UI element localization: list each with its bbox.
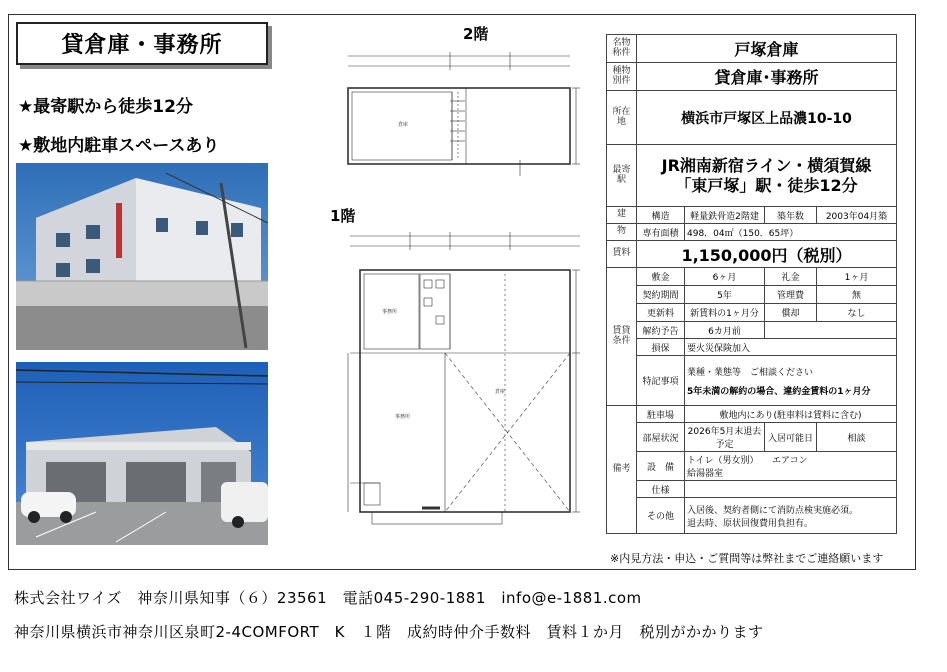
renewal-value: 新賃料の1ヶ月分	[685, 304, 765, 322]
amortization-label: 償却	[765, 304, 817, 322]
management-fee-label: 管理費	[765, 286, 817, 304]
building-label-1: 建	[607, 207, 637, 224]
insurance-label: 損保	[637, 339, 685, 356]
property-address: 横浜市戸塚区上品濃10-10	[637, 91, 897, 145]
station-line-1: JR湘南新宿ライン・横須賀線	[661, 155, 872, 175]
parking-value: 敷地内にあり(駐車料は賃料に含む)	[685, 406, 897, 423]
move-in-label: 入居可能日	[765, 423, 817, 452]
key-money-label: 礼金	[765, 268, 817, 286]
special-label: 特記事項	[637, 356, 685, 406]
area-value: 498．04㎡（150．65坪）	[685, 224, 897, 241]
svg-text:事務所: 事務所	[382, 309, 398, 315]
other-line-2: 退去時、原状回復費用負担有。	[687, 518, 814, 529]
page-title: 貸倉庫・事務所	[16, 22, 268, 65]
svg-text:倉庫: 倉庫	[495, 389, 506, 395]
property-info-table	[606, 34, 897, 534]
floor2-label: 2階	[463, 25, 489, 43]
station-label: 最寄駅	[607, 145, 637, 207]
building-photo	[16, 163, 268, 350]
equipment-value	[685, 452, 897, 481]
floor1-label: 1階	[330, 207, 356, 225]
key-money-value: 1ヶ月	[817, 268, 897, 286]
svg-text:倉庫: 倉庫	[398, 122, 409, 128]
other-value	[685, 498, 897, 534]
contract-period-label: 契約期間	[637, 286, 685, 304]
spec-value	[685, 481, 897, 498]
property-name: 戸塚倉庫	[637, 35, 897, 63]
management-fee-value: 無	[817, 286, 897, 304]
equipment-line-1: トイレ（男女別） エアコン	[687, 456, 808, 466]
feature-walk: ★最寄駅から徒歩12分	[18, 97, 193, 117]
name-label: 名物称件	[607, 35, 637, 63]
move-in-value: 相談	[817, 423, 897, 452]
rent-value: 1,150,000円（税別）	[637, 241, 897, 268]
blank-cell	[765, 322, 897, 339]
other-line-1: 入居後、契約者側にて消防点検実施必須。	[687, 505, 859, 516]
feature-parking: ★敷地内駐車スペースあり	[18, 136, 220, 156]
special-note-1: 業種・業態等 ご相談ください	[687, 367, 814, 378]
spec-label: 仕様	[637, 481, 685, 498]
status-value: 2026年5月末退去予定	[685, 423, 765, 452]
warehouse-photo	[16, 362, 268, 545]
parking-label: 駐車場	[637, 406, 685, 423]
building-label-2: 物	[607, 224, 637, 241]
other-label: その他	[637, 498, 685, 534]
property-type: 貸倉庫･事務所	[637, 63, 897, 91]
station-line-2: 「東戸塚」駅・徒歩12分	[675, 175, 858, 195]
footer-address: 神奈川県横浜市神奈川区泉町2-4COMFORT K １階 成約時仲介手数料 賃料１か月 税別がかかります	[14, 623, 764, 641]
special-note-2: 5年未満の解約の場合、違約金賃料の1ヶ月分	[687, 386, 871, 397]
deposit-value: 6ヶ月	[685, 268, 765, 286]
floor1-plan	[340, 228, 600, 554]
address-label: 所在地	[607, 91, 637, 145]
special-notes	[685, 356, 897, 406]
terms-label: 賃貸条件	[607, 268, 637, 406]
type-label: 種物別件	[607, 63, 637, 91]
rent-label: 賃料	[607, 241, 637, 268]
svg-text:事務所: 事務所	[395, 414, 411, 420]
equipment-label: 設 備	[637, 452, 685, 481]
insurance-value: 要火災保険加入	[685, 339, 897, 356]
area-label: 専有面積	[637, 224, 685, 241]
deposit-label: 敷金	[637, 268, 685, 286]
structure-value: 軽量鉄骨造2階建	[685, 207, 765, 224]
nearest-station	[637, 145, 897, 207]
inquiry-note: ※内見方法・申込・ご質問等は弊社までご連絡願います	[610, 552, 884, 565]
amortization-value: なし	[817, 304, 897, 322]
status-label: 部屋状況	[637, 423, 685, 452]
floor2-plan	[340, 46, 580, 192]
built-value: 2003年04月築	[817, 207, 897, 224]
equipment-line-2: 給湯器室	[687, 469, 724, 479]
cancel-notice-label: 解約予告	[637, 322, 685, 339]
structure-label: 構造	[637, 207, 685, 224]
cancel-notice-value: 6カ月前	[685, 322, 765, 339]
footer-company: 株式会社ワイズ 神奈川県知事（６）23561 電話045-290-1881 info@e-1881.com	[14, 589, 642, 607]
renewal-label: 更新料	[637, 304, 685, 322]
remarks-label: 備考	[607, 406, 637, 534]
built-label: 築年数	[765, 207, 817, 224]
contract-period-value: 5年	[685, 286, 765, 304]
